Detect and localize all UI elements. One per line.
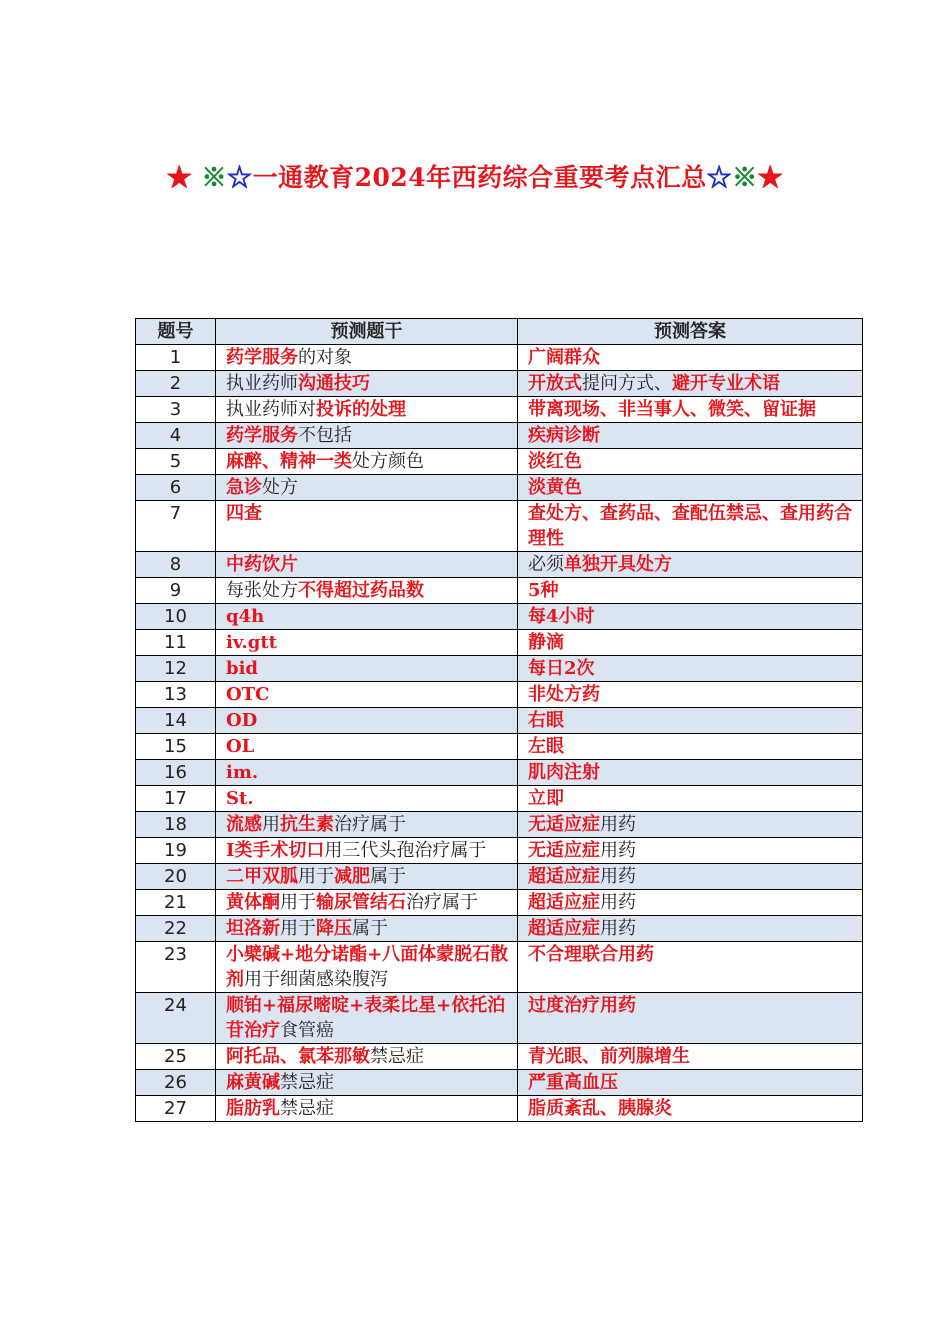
exam-points-table-wrapper bbox=[135, 318, 862, 1122]
answer-text: 脂质紊乱、胰腺炎 bbox=[528, 1098, 672, 1119]
question-cell bbox=[216, 345, 518, 371]
answer-text: 无适应症 bbox=[528, 814, 600, 835]
question-text: 麻醉、精神一类 bbox=[226, 451, 352, 472]
answer-text: 超适应症 bbox=[528, 866, 600, 887]
answer-text: 带离现场、非当事人、微笑、留证据 bbox=[528, 399, 816, 420]
question-cell bbox=[216, 656, 518, 682]
question-text: 急诊 bbox=[226, 477, 262, 498]
answer-cell bbox=[518, 708, 863, 734]
question-cell bbox=[216, 942, 518, 993]
question-cell bbox=[216, 993, 518, 1044]
question-cell bbox=[216, 449, 518, 475]
question-text: 执业药师对 bbox=[226, 399, 316, 420]
reference-mark-icon: ※ bbox=[201, 163, 228, 192]
table-row bbox=[136, 890, 863, 916]
answer-cell bbox=[518, 475, 863, 501]
table-row bbox=[136, 786, 863, 812]
answer-cell bbox=[518, 890, 863, 916]
row-number: 16 bbox=[136, 760, 216, 786]
question-cell bbox=[216, 371, 518, 397]
answer-text: 广阔群众 bbox=[528, 347, 600, 368]
table-row bbox=[136, 864, 863, 890]
answer-text: 用药 bbox=[600, 840, 636, 861]
answer-text: 每4小时 bbox=[528, 606, 595, 627]
answer-cell bbox=[518, 682, 863, 708]
table-row bbox=[136, 1096, 863, 1122]
row-number: 13 bbox=[136, 682, 216, 708]
row-number: 5 bbox=[136, 449, 216, 475]
table-row bbox=[136, 760, 863, 786]
table-row bbox=[136, 942, 863, 993]
hollow-star-icon: ☆ bbox=[227, 163, 253, 192]
table-row bbox=[136, 501, 863, 552]
row-number: 15 bbox=[136, 734, 216, 760]
answer-cell bbox=[518, 630, 863, 656]
row-number: 18 bbox=[136, 812, 216, 838]
question-cell bbox=[216, 838, 518, 864]
question-text: 小檗碱+地分诺酯+八面体蒙脱石散剂 bbox=[226, 944, 509, 990]
table-row bbox=[136, 708, 863, 734]
question-text: 投诉的处理 bbox=[316, 399, 406, 420]
answer-text: 5种 bbox=[528, 580, 559, 601]
question-text: 处方颜色 bbox=[352, 451, 424, 472]
row-number: 23 bbox=[136, 942, 216, 993]
answer-text: 超适应症 bbox=[528, 892, 600, 913]
question-text: 脂肪乳 bbox=[226, 1098, 280, 1119]
question-cell bbox=[216, 890, 518, 916]
table-row bbox=[136, 734, 863, 760]
answer-text: 无适应症 bbox=[528, 840, 600, 861]
question-text: 麻黄碱 bbox=[226, 1072, 280, 1093]
question-text: 中药饮片 bbox=[226, 554, 298, 575]
row-number: 2 bbox=[136, 371, 216, 397]
row-number: 27 bbox=[136, 1096, 216, 1122]
answer-text: 单独开具处方 bbox=[564, 554, 672, 575]
question-text: 药学服务 bbox=[226, 347, 298, 368]
question-text: 四查 bbox=[226, 503, 262, 524]
answer-text: 必须 bbox=[528, 554, 564, 575]
answer-text: 青光眼、前列腺增生 bbox=[528, 1046, 690, 1067]
question-text: iv.gtt bbox=[226, 632, 277, 653]
exam-points-table bbox=[135, 318, 863, 1122]
answer-text: 立即 bbox=[528, 788, 564, 809]
question-cell bbox=[216, 423, 518, 449]
answer-text: 过度治疗用药 bbox=[528, 995, 636, 1016]
answer-text: 肌肉注射 bbox=[528, 762, 600, 783]
answer-text: 开放式 bbox=[528, 373, 582, 394]
row-number: 17 bbox=[136, 786, 216, 812]
answer-text: 用药 bbox=[600, 814, 636, 835]
answer-cell bbox=[518, 501, 863, 552]
table-row bbox=[136, 345, 863, 371]
question-cell bbox=[216, 1096, 518, 1122]
answer-cell bbox=[518, 838, 863, 864]
question-text: 药学服务 bbox=[226, 425, 298, 446]
table-row bbox=[136, 1044, 863, 1070]
answer-cell bbox=[518, 864, 863, 890]
table-row bbox=[136, 682, 863, 708]
question-text: 用于细菌感染腹泻 bbox=[244, 969, 388, 990]
question-text: 食管癌 bbox=[280, 1020, 334, 1041]
answer-cell bbox=[518, 397, 863, 423]
row-number: 22 bbox=[136, 916, 216, 942]
answer-cell bbox=[518, 656, 863, 682]
table-row bbox=[136, 630, 863, 656]
answer-cell bbox=[518, 423, 863, 449]
red-star-icon: ★ bbox=[757, 163, 784, 192]
question-text: 用三代头孢治疗属于 bbox=[324, 840, 487, 861]
question-text: 用 bbox=[262, 814, 280, 835]
question-cell bbox=[216, 630, 518, 656]
answer-text: 非处方药 bbox=[528, 684, 600, 705]
answer-text: 不合理联合用药 bbox=[528, 944, 654, 965]
answer-text: 右眼 bbox=[528, 710, 564, 731]
answer-text: 用药 bbox=[600, 892, 636, 913]
page-title bbox=[0, 158, 950, 194]
answer-cell bbox=[518, 812, 863, 838]
row-number: 9 bbox=[136, 578, 216, 604]
question-text: OL bbox=[226, 736, 255, 757]
question-text: 坦洛新 bbox=[226, 918, 280, 939]
answer-cell bbox=[518, 734, 863, 760]
question-cell bbox=[216, 552, 518, 578]
answer-cell bbox=[518, 449, 863, 475]
answer-text: 左眼 bbox=[528, 736, 564, 757]
question-text: 抗生素 bbox=[280, 814, 334, 835]
answer-text: 淡黄色 bbox=[528, 477, 582, 498]
question-cell bbox=[216, 734, 518, 760]
question-text: 的对象 bbox=[298, 347, 352, 368]
table-body bbox=[136, 345, 863, 1122]
question-text: 用于 bbox=[280, 892, 316, 913]
question-text: 禁忌症 bbox=[280, 1098, 334, 1119]
table-row bbox=[136, 578, 863, 604]
question-text: 禁忌症 bbox=[280, 1072, 334, 1093]
row-number: 6 bbox=[136, 475, 216, 501]
answer-text: 查处方、查药品、查配伍禁忌、查用药合理性 bbox=[528, 503, 852, 549]
question-text: 用于 bbox=[298, 866, 334, 887]
question-text: 属于 bbox=[370, 866, 406, 887]
answer-cell bbox=[518, 760, 863, 786]
question-text: 降压 bbox=[316, 918, 352, 939]
question-text: 阿托品、氯苯那敏 bbox=[226, 1046, 370, 1067]
answer-text: 超适应症 bbox=[528, 918, 600, 939]
row-number: 25 bbox=[136, 1044, 216, 1070]
reference-mark-icon: ※ bbox=[732, 163, 758, 192]
table-row bbox=[136, 656, 863, 682]
row-number: 19 bbox=[136, 838, 216, 864]
row-number: 1 bbox=[136, 345, 216, 371]
answer-text: 静滴 bbox=[528, 632, 564, 653]
answer-text: 用药 bbox=[600, 866, 636, 887]
question-cell bbox=[216, 786, 518, 812]
answer-cell bbox=[518, 1044, 863, 1070]
row-number: 11 bbox=[136, 630, 216, 656]
answer-text: 疾病诊断 bbox=[528, 425, 600, 446]
table-row bbox=[136, 449, 863, 475]
question-text: 沟通技巧 bbox=[298, 373, 370, 394]
table-row bbox=[136, 916, 863, 942]
table-row bbox=[136, 371, 863, 397]
answer-text: 提问方式、 bbox=[582, 373, 672, 394]
row-number: 10 bbox=[136, 604, 216, 630]
answer-cell bbox=[518, 552, 863, 578]
answer-text: 每日2次 bbox=[528, 658, 595, 679]
answer-cell bbox=[518, 371, 863, 397]
question-cell bbox=[216, 812, 518, 838]
question-text: 二甲双胍 bbox=[226, 866, 298, 887]
question-cell bbox=[216, 864, 518, 890]
question-cell bbox=[216, 501, 518, 552]
question-text: 顺铂+福尿嘧啶+表柔比星+依托泊苷治疗 bbox=[226, 995, 506, 1041]
question-cell bbox=[216, 475, 518, 501]
row-number: 20 bbox=[136, 864, 216, 890]
answer-cell bbox=[518, 786, 863, 812]
header-answer: 预测答案 bbox=[518, 319, 863, 345]
row-number: 14 bbox=[136, 708, 216, 734]
question-text: I类手术切口 bbox=[226, 840, 325, 861]
row-number: 21 bbox=[136, 890, 216, 916]
question-text: im. bbox=[226, 762, 259, 783]
question-text: 不得超过药品数 bbox=[298, 580, 424, 601]
question-cell bbox=[216, 397, 518, 423]
question-cell bbox=[216, 604, 518, 630]
red-star-icon: ★ bbox=[166, 163, 193, 192]
row-number: 4 bbox=[136, 423, 216, 449]
row-number: 26 bbox=[136, 1070, 216, 1096]
question-cell bbox=[216, 916, 518, 942]
question-text: 黄体酮 bbox=[226, 892, 280, 913]
question-text: OD bbox=[226, 710, 258, 731]
question-cell bbox=[216, 708, 518, 734]
answer-text: 严重高血压 bbox=[528, 1072, 618, 1093]
title-text: 一通教育2024年西药综合重要考点汇总 bbox=[252, 163, 707, 192]
row-number: 3 bbox=[136, 397, 216, 423]
table-row bbox=[136, 397, 863, 423]
table-row bbox=[136, 423, 863, 449]
table-row bbox=[136, 604, 863, 630]
question-text: 输尿管结石 bbox=[316, 892, 406, 913]
question-text: 不包括 bbox=[298, 425, 352, 446]
row-number: 8 bbox=[136, 552, 216, 578]
question-cell bbox=[216, 682, 518, 708]
table-row bbox=[136, 1070, 863, 1096]
answer-cell bbox=[518, 1096, 863, 1122]
row-number: 24 bbox=[136, 993, 216, 1044]
answer-cell bbox=[518, 345, 863, 371]
question-text: 属于 bbox=[352, 918, 388, 939]
question-text: 处方 bbox=[262, 477, 298, 498]
question-text: 用于 bbox=[280, 918, 316, 939]
header-question: 预测题干 bbox=[216, 319, 518, 345]
question-cell bbox=[216, 1070, 518, 1096]
table-header-row bbox=[136, 319, 863, 345]
question-cell bbox=[216, 760, 518, 786]
question-text: 减肥 bbox=[334, 866, 370, 887]
answer-cell bbox=[518, 993, 863, 1044]
question-text: 流感 bbox=[226, 814, 262, 835]
row-number: 12 bbox=[136, 656, 216, 682]
hollow-star-icon: ☆ bbox=[706, 163, 733, 192]
question-text: 执业药师 bbox=[226, 373, 298, 394]
header-number: 题号 bbox=[136, 319, 216, 345]
question-text: 每张处方 bbox=[226, 580, 298, 601]
answer-text: 用药 bbox=[600, 918, 636, 939]
question-text: 治疗属于 bbox=[406, 892, 478, 913]
answer-cell bbox=[518, 578, 863, 604]
table-row bbox=[136, 838, 863, 864]
answer-text: 淡红色 bbox=[528, 451, 582, 472]
table-row bbox=[136, 993, 863, 1044]
row-number: 7 bbox=[136, 501, 216, 552]
table-row bbox=[136, 812, 863, 838]
question-text: 禁忌症 bbox=[370, 1046, 424, 1067]
question-text: bid bbox=[226, 658, 259, 679]
question-cell bbox=[216, 1044, 518, 1070]
question-text: OTC bbox=[226, 684, 270, 705]
answer-cell bbox=[518, 1070, 863, 1096]
answer-text: 避开专业术语 bbox=[672, 373, 780, 394]
table-row bbox=[136, 552, 863, 578]
table-row bbox=[136, 475, 863, 501]
question-text: 治疗属于 bbox=[334, 814, 406, 835]
question-text: q4h bbox=[226, 606, 265, 627]
answer-cell bbox=[518, 604, 863, 630]
question-text: St. bbox=[226, 788, 254, 809]
answer-cell bbox=[518, 942, 863, 993]
question-cell bbox=[216, 578, 518, 604]
answer-cell bbox=[518, 916, 863, 942]
